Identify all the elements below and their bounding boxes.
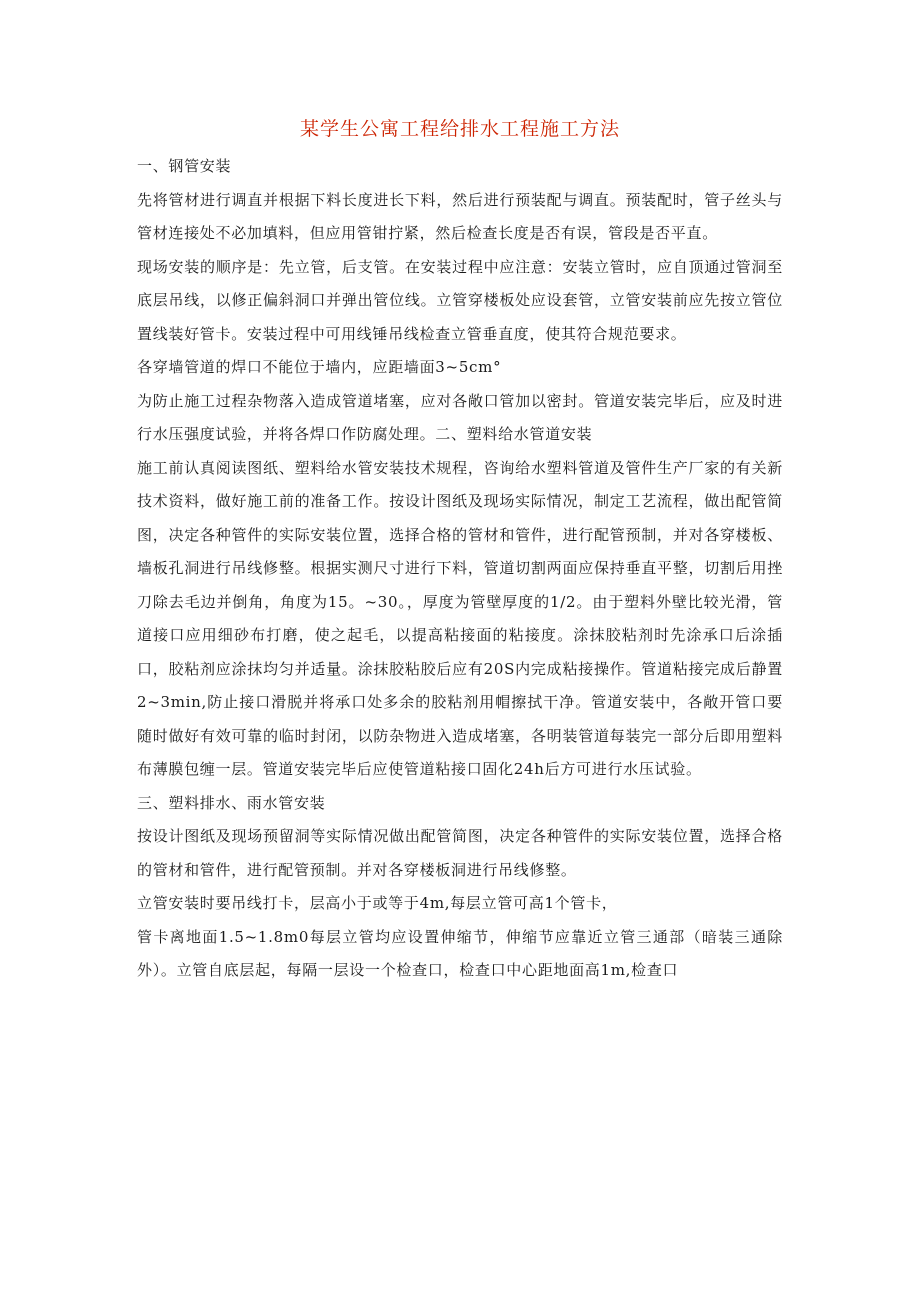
document-body <box>137 150 783 988</box>
paragraph: 各穿墙管道的焊口不能位于墙内，应距墙面3~5cm° <box>137 358 502 376</box>
document-title: 某学生公寓工程给排水工程施工方法 <box>299 118 620 140</box>
section-heading-steel-pipe: 一、钢管安装 <box>137 157 232 175</box>
paragraph: 现场安装的顺序是：先立管，后支管。在安装过程中应注意：安装立管时，应自顶通过管洞至底层吊线，以修正偏斜洞口并弹出管位线。立管穿楼板处应设套管，立管安装前应先按立管位置线装好管卡。安装过程中可用线锤吊线检查立管垂直度，使其符合规范要求。 <box>137 257 783 343</box>
paragraph: 管卡离地面1.5~1.8m0每层立管均应设置伸缩节，伸缩节应靠近立管三通部（暗装三通除外）。立管自底层起，每隔一层设一个检查口，检查口中心距地面高1m,检查口 <box>137 927 783 979</box>
paragraph: 为防止施工过程杂物落入造成管道堵塞，应对各敞口管加以密封。管道安装完毕后，应及时进行水压强度试验，并将各焊口作防腐处理。二、塑料给水管道安装 <box>137 391 783 443</box>
paragraph: 按设计图纸及现场预留洞等实际情况做出配管简图，决定各种管件的实际安装位置，选择合格的管材和管件，进行配管预制。并对各穿楼板洞进行吊线修整。 <box>137 827 783 879</box>
paragraph: 先将管材进行调直并根据下料长度进长下料，然后进行预装配与调直。预装配时，管子丝头与管材连接处不必加填料，但应用管钳拧紧，然后检查长度是否有误，管段是否平直。 <box>137 190 783 242</box>
section-heading-plastic-drainage: 三、塑料排水、雨水管安装 <box>137 793 326 812</box>
paragraph: 施工前认真阅读图纸、塑料给水管安装技术规程，咨询给水塑料管道及管件生产厂家的有关新技术资料，做好施工前的准备工作。按设计图纸及现场实际情况，制定工艺流程，做出配管简图，决定各种管件的实际安装位置，选择合格的管材和管件，进行配管预制，并对各穿楼板、墙板孔洞进行吊线修整。根据实测尺寸进行下料，管道切割两面应保持垂直平整，切割后用挫刀除去毛边并倒角，角度为15。~30。，厚度为管壁厚度的1/2。由于塑料外壁比较光滑，管道接口应用细砂布打磨，使之起毛，以提高粘接面的粘接度。涂抹胶粘剂时先涂承口后涂插口，胶粘剂应涂抹均匀并适量。涂抹胶粘胶后应有20S内完成粘接操作。管道粘接完成后静置2~3min,防止接口滑脱并将承口处多余的胶粘剂用帽擦拭干净。管道安装中，各敞开管口要随时做好有效可靠的临时封闭，以防杂物进入造成堵塞，各明装管道每装完一部分后即用塑料布薄膜包缠一层。管道安装完毕后应使管道粘接口固化24h后方可进行水压试验。 <box>137 458 783 778</box>
paragraph: 立管安装时要吊线打卡，层高小于或等于4m,每层立管可高1个管卡， <box>137 894 618 912</box>
